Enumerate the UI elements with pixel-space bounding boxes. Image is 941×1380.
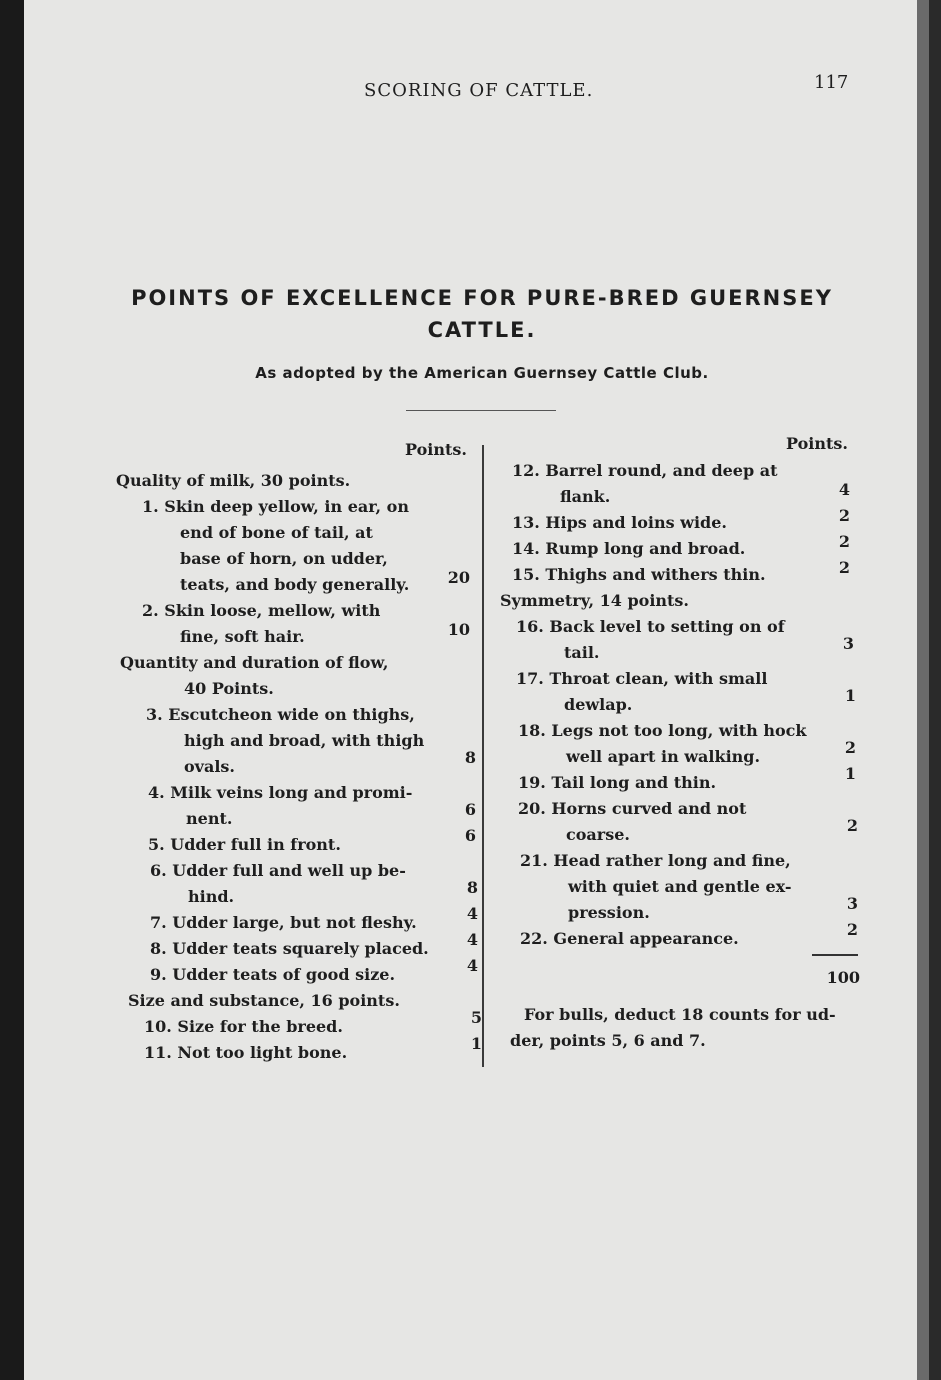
running-title: SCORING OF CATTLE. bbox=[364, 80, 594, 101]
item-line: well apart in walking. bbox=[566, 747, 761, 766]
item-line: 13. Hips and loins wide. bbox=[512, 513, 727, 532]
item-line: 7. Udder large, but not fleshy. bbox=[150, 913, 417, 932]
title-rule bbox=[406, 410, 556, 411]
item-line: 19. Tail long and thin. bbox=[518, 773, 717, 792]
page-right-edge bbox=[917, 0, 929, 1380]
item-points: 4 bbox=[466, 956, 478, 975]
item-line: 12. Barrel round, and deep at bbox=[512, 461, 778, 480]
item-points: 3 bbox=[846, 894, 858, 913]
item-line: 8. Udder teats squarely placed. bbox=[150, 939, 429, 958]
item-line: nent. bbox=[186, 809, 233, 828]
item-line: with quiet and gentle ex- bbox=[568, 877, 792, 896]
item-line: 16. Back level to setting on of bbox=[516, 617, 785, 636]
section-heading: 40 Points. bbox=[184, 679, 274, 698]
item-line: 5. Udder full in front. bbox=[148, 835, 341, 854]
item-points: 5 bbox=[470, 1008, 482, 1027]
item-line: hind. bbox=[188, 887, 235, 906]
item-points: 3 bbox=[842, 634, 854, 653]
item-points: 2 bbox=[838, 506, 850, 525]
item-points: 2 bbox=[838, 532, 850, 551]
item-line: 11. Not too light bone. bbox=[144, 1043, 348, 1062]
item-line: 21. Head rather long and fine, bbox=[520, 851, 791, 870]
item-line: 20. Horns curved and not bbox=[518, 799, 747, 818]
item-line: 9. Udder teats of good size. bbox=[150, 965, 396, 984]
note-line: For bulls, deduct 18 counts for ud- bbox=[524, 1005, 836, 1024]
item-line: 1. Skin deep yellow, in ear, on bbox=[142, 497, 409, 516]
book-page bbox=[24, 0, 929, 1380]
item-line: pression. bbox=[568, 903, 650, 922]
section-heading: Symmetry, 14 points. bbox=[500, 591, 689, 610]
points-header-left: Points. bbox=[405, 440, 467, 459]
item-points: 6 bbox=[464, 826, 476, 845]
item-points: 20 bbox=[447, 568, 470, 587]
total-rule bbox=[812, 954, 858, 956]
item-line: dewlap. bbox=[564, 695, 633, 714]
item-points: 6 bbox=[464, 800, 476, 819]
item-points: 1 bbox=[844, 764, 856, 783]
page-binding-edge bbox=[0, 0, 24, 1380]
item-line: 17. Throat clean, with small bbox=[516, 669, 768, 688]
item-points: 4 bbox=[466, 904, 478, 923]
item-line: 10. Size for the breed. bbox=[144, 1017, 343, 1036]
item-line: flank. bbox=[560, 487, 611, 506]
item-line: 15. Thighs and withers thin. bbox=[512, 565, 766, 584]
section-heading: Size and substance, 16 points. bbox=[128, 991, 400, 1010]
item-points: 2 bbox=[846, 920, 858, 939]
page-title: POINTS OF EXCELLENCE FOR PURE-BRED GUERNSEY CATTLE. bbox=[131, 286, 833, 342]
item-line: tail. bbox=[564, 643, 600, 662]
item-points: 1 bbox=[844, 686, 856, 705]
section-heading: Quantity and duration of flow, bbox=[120, 653, 389, 672]
page-number: 117 bbox=[814, 72, 849, 93]
item-points: 8 bbox=[466, 878, 478, 897]
column-divider bbox=[482, 445, 484, 1067]
item-points: 4 bbox=[466, 930, 478, 949]
total-points: 100 bbox=[826, 968, 860, 987]
item-points: 2 bbox=[844, 738, 856, 757]
item-points: 4 bbox=[838, 480, 850, 499]
item-points: 2 bbox=[846, 816, 858, 835]
item-line: base of horn, on udder, bbox=[180, 549, 388, 568]
points-header-right: Points. bbox=[786, 434, 848, 453]
item-line: ovals. bbox=[184, 757, 235, 776]
item-line: 3. Escutcheon wide on thighs, bbox=[146, 705, 415, 724]
item-line: teats, and body generally. bbox=[180, 575, 410, 594]
item-line: coarse. bbox=[566, 825, 630, 844]
item-line: 2. Skin loose, mellow, with bbox=[142, 601, 381, 620]
item-line: 22. General appearance. bbox=[520, 929, 739, 948]
item-line: high and broad, with thigh bbox=[184, 731, 425, 750]
item-line: fine, soft hair. bbox=[180, 627, 305, 646]
item-points: 8 bbox=[464, 748, 476, 767]
item-line: 18. Legs not too long, with hock bbox=[518, 721, 807, 740]
item-line: 4. Milk veins long and promi- bbox=[148, 783, 413, 802]
item-line: 6. Udder full and well up be- bbox=[150, 861, 406, 880]
page-subtitle: As adopted by the American Guernsey Cattle Club. bbox=[255, 364, 709, 382]
item-points: 10 bbox=[447, 620, 470, 639]
note-line: der, points 5, 6 and 7. bbox=[510, 1031, 706, 1050]
item-line: 14. Rump long and broad. bbox=[512, 539, 746, 558]
item-points: 1 bbox=[470, 1034, 482, 1053]
item-line: end of bone of tail, at bbox=[180, 523, 373, 542]
item-points: 2 bbox=[838, 558, 850, 577]
section-heading: Quality of milk, 30 points. bbox=[116, 471, 351, 490]
